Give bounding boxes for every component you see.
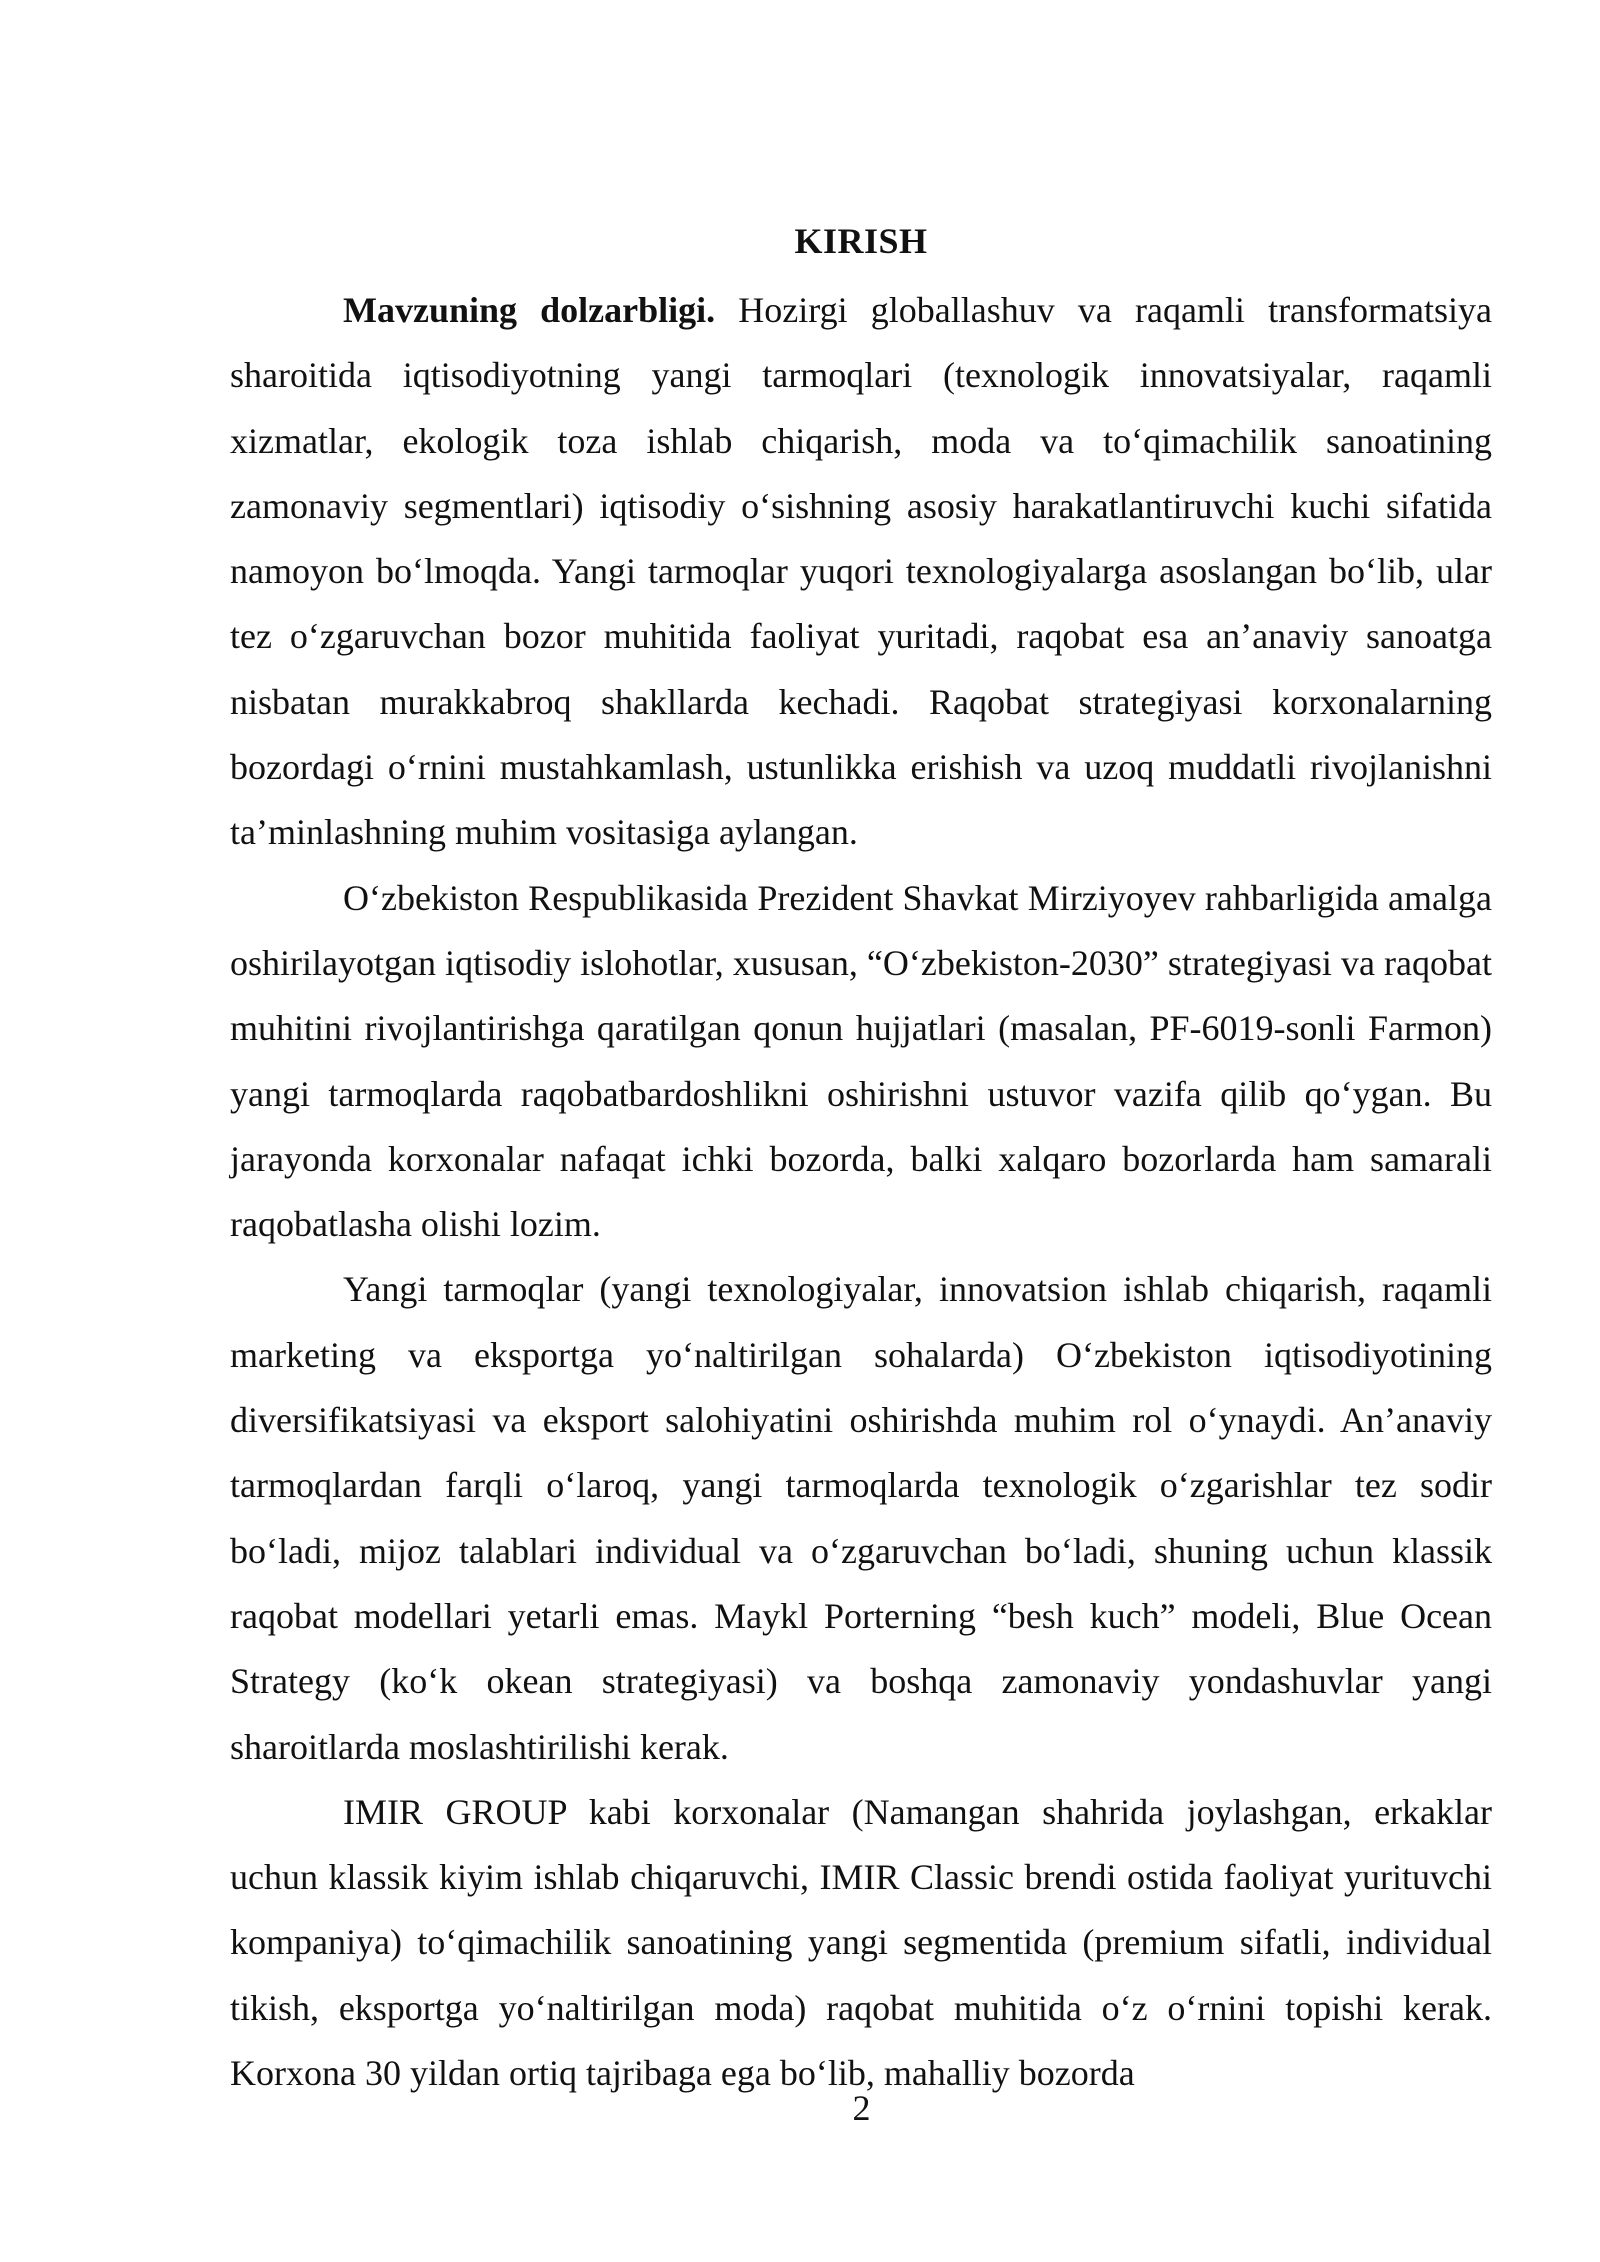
paragraph-new-sectors <box>230 1257 1492 1779</box>
section-heading: KIRISH <box>794 221 928 261</box>
page-number: 2 <box>852 2088 871 2128</box>
paragraph-text: Yangi tarmoqlar (yangi texnologiyalar, innovatsion ishlab chiqarish, raqamli marketing va eksportga yo‘naltirilgan sohalarda) O‘zbekiston iqtisodiyotining diversifikatsiyasi va eksport salohiyatini oshirishda muhim rol o‘ynaydi. An’anaviy tarmoqlardan farqli o‘laroq, yangi tarmoqlarda texnologik o‘zgarishlar tez sodir bo‘ladi, mijoz talablari individual va o‘zgaruvchan bo‘ladi, shuning uchun klassik raqobat modellari yetarli emas. Maykl Porterning “besh kuch” modeli, Blue Ocean Strategy (ko‘k okean strategiyasi) va boshqa zamonaviy yondashuvlar yangi sharoitlarda moslashtirilishi kerak. <box>230 1269 1492 1767</box>
paragraph-relevance <box>230 278 1492 866</box>
paragraph-text: O‘zbekiston Respublikasida Prezident Shavkat Mirziyoyev rahbarligida amalga oshirilayotgan iqtisodiy islohotlar, xususan, “O‘zbekiston-2030” strategiyasi va raqobat muhitini rivojlantirishga qaratilgan qonun hujjatlari (masalan, PF-6019-sonli Farmon) yangi tarmoqlarda raqobatbardoshlikni oshirishni ustuvor vazifa qilib qo‘ygan. Bu jarayonda korxonalar nafaqat ichki bozorda, balki xalqaro bozorlarda ham samarali raqobatlasha olishi lozim. <box>230 877 1492 1245</box>
paragraph-text: Hozirgi globallashuv va raqamli transformatsiya sharoitida iqtisodiyotning yangi tarmoqlari (texnologik innovatsiyalar, raqamli xizmatlar, ekologik toza ishlab chiqarish, moda va to‘qimachilik sanoatining zamonaviy segmentlari) iqtisodiy o‘sishning asosiy harakatlantiruvchi kuchi sifatida namoyon bo‘lmoqda. Yangi tarmoqlar yuqori texnologiyalarga asoslangan bo‘lib, ular tez o‘zgaruvchan bozor muhitida faoliyat yuritadi, raqobat esa an’anaviy sanoatga nisbatan murakkabroq shakllarda kechadi. Raqobat strategiyasi korxonalarning bozordagi o‘rnini mustahkamlash, ustunlikka erishish va uzoq muddatli rivojlanishni ta’minlashning muhim vositasiga aylangan. <box>230 290 1492 853</box>
paragraph-imir-group <box>230 1780 1492 2106</box>
paragraph-lead: Mavzuning dolzarbligi. <box>343 290 716 330</box>
page-content <box>230 212 1492 2106</box>
paragraph-text: IMIR GROUP kabi korxonalar (Namangan shahrida joylashgan, erkaklar uchun klassik kiyim ishlab chiqaruvchi, IMIR Classic brendi ostida faoliyat yurituvchi kompaniya) to‘qimachilik sanoatining yangi segmentida (premium sifatli, individual tikish, eksportga yo‘naltirilgan moda) raqobat muhitida o‘z o‘rnini topishi kerak. Korxona 30 yildan ortiq tajribaga ega bo‘lib, mahalliy bozorda <box>230 1791 1492 2094</box>
paragraph-reforms <box>230 866 1492 1258</box>
